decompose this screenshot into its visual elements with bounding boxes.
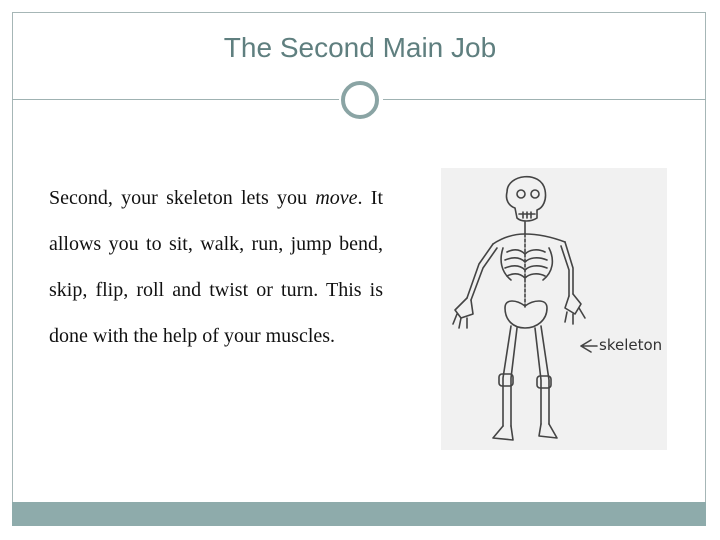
title-divider-left bbox=[12, 99, 339, 100]
slide-body-text bbox=[49, 175, 383, 359]
slide-title: The Second Main Job bbox=[223, 32, 497, 63]
body-text-emphasis: move bbox=[315, 187, 358, 209]
footer-accent-bar bbox=[12, 502, 706, 526]
title-divider-right bbox=[383, 99, 706, 100]
circle-ornament-icon bbox=[341, 81, 379, 119]
skeleton-illustration bbox=[441, 168, 667, 450]
body-text-start: Second, your skeleton lets you bbox=[49, 187, 316, 209]
skeleton-drawing bbox=[441, 168, 667, 450]
body-text-end: . It allows you to sit, walk, run, jump bend, skip, flip, roll and twist or turn. This is done with the help of your muscles. bbox=[49, 187, 384, 347]
skeleton-label: skeleton bbox=[599, 336, 663, 354]
